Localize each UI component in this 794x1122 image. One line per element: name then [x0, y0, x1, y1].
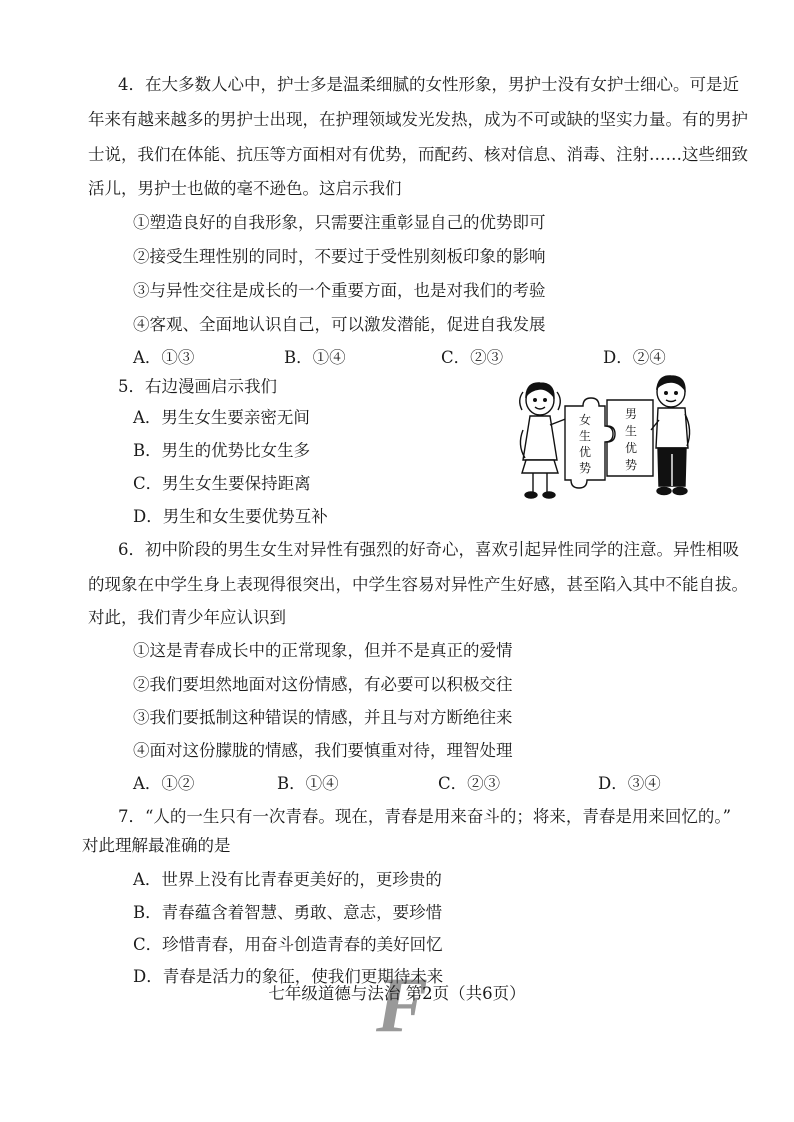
q4-stem-line-1: 4．在大多数人心中，护士多是温柔细腻的女性形象，男护士没有女护士细心。可是近 [118, 75, 739, 94]
q7-stem-line-2: 对此理解最准确的是 [82, 836, 231, 855]
q4-stem-line-4: 活儿，男护士也做的毫不逊色。这启示我们 [88, 179, 402, 198]
q6-choice-d: D．③④ [598, 774, 661, 793]
q7-option-c: C．珍惜青春，用奋斗创造青春的美好回忆 [133, 935, 443, 954]
boy-piece-char-3: 优 [625, 441, 638, 455]
q4-choice-d: D．②④ [603, 348, 666, 367]
q5-option-d: D．男生和女生要优势互补 [133, 507, 328, 526]
q4-item-3: ③与异性交往是成长的一个重要方面，也是对我们的考验 [133, 281, 546, 300]
q5-option-a: A．男生女生要亲密无间 [133, 408, 310, 427]
page-footer: 七年级道德与法治 第2页（共6页） [268, 984, 526, 1003]
q7-option-a: A．世界上没有比青春更美好的，更珍贵的 [133, 870, 442, 889]
q6-item-2: ②我们要坦然地面对这份情感，有必要可以积极交往 [133, 675, 513, 694]
q6-item-3: ③我们要抵制这种错误的情感，并且与对方断绝往来 [133, 708, 513, 727]
q7-option-d: D．青春是活力的象征，使我们更期待未来 [133, 967, 444, 986]
q6-choice-a: A．①② [133, 774, 195, 793]
q5-stem: 5．右边漫画启示我们 [118, 377, 277, 396]
boy-figure [651, 376, 690, 495]
boy-piece-char-4: 势 [625, 458, 638, 472]
q6-stem-line-2: 的现象在中学生身上表现得很突出，中学生容易对异性产生好感，甚至陷入其中不能自拔。 [88, 575, 748, 594]
boy-piece-char-1: 男 [625, 407, 638, 421]
q6-item-1: ①这是青春成长中的正常现象，但并不是真正的爱情 [133, 641, 513, 660]
q4-item-1: ①塑造良好的自我形象，只需要注重彰显自己的优势即可 [133, 213, 546, 232]
q5-option-c: C．男生女生要保持距离 [133, 474, 311, 493]
q7-option-b: B．青春蕴含着智慧、勇敢、意志，要珍惜 [133, 903, 443, 922]
q4-choice-b: B．①④ [284, 348, 346, 367]
q6-choice-b: B．①④ [277, 774, 339, 793]
q4-item-2: ②接受生理性别的同时，不要过于受性别刻板印象的影响 [133, 247, 546, 266]
q7-stem-line-1: 7．“人的一生只有一次青春。现在，青春是用来奋斗的；将来，青春是用来回忆的。” [118, 807, 732, 826]
girl-piece-char-3: 优 [579, 445, 592, 459]
cartoon-illustration [513, 370, 698, 503]
q4-item-4: ④客观、全面地认识自己，可以激发潜能，促进自我发展 [133, 315, 546, 334]
q4-choice-a: A．①③ [133, 348, 195, 367]
q6-choice-c: C．②③ [438, 774, 501, 793]
boy-piece-char-2: 生 [625, 424, 638, 438]
q4-stem-line-3: 士说，我们在体能、抗压等方面相对有优势，而配药、核对信息、消毒、注射……这些细致 [88, 145, 748, 164]
q4-choice-c: C．②③ [441, 348, 504, 367]
q6-stem-line-3: 对此，我们青少年应认识到 [88, 608, 286, 627]
q6-stem-line-1: 6．初中阶段的男生女生对异性有强烈的好奇心，喜欢引起异性同学的注意。异性相吸 [118, 540, 739, 559]
watermark-letter: F [376, 961, 429, 1048]
q4-stem-line-2: 年来有越来越多的男护士出现，在护理领域发光发热，成为不可或缺的坚实力量。有的男护 [88, 110, 748, 129]
girl-figure [520, 383, 568, 498]
girl-piece-char-1: 女 [579, 413, 592, 427]
girl-piece-char-2: 生 [579, 429, 592, 443]
q6-item-4: ④面对这份朦胧的情感，我们要慎重对待，理智处理 [133, 741, 513, 760]
girl-piece-char-4: 势 [579, 461, 592, 475]
q5-option-b: B．男生的优势比女生多 [133, 441, 311, 460]
